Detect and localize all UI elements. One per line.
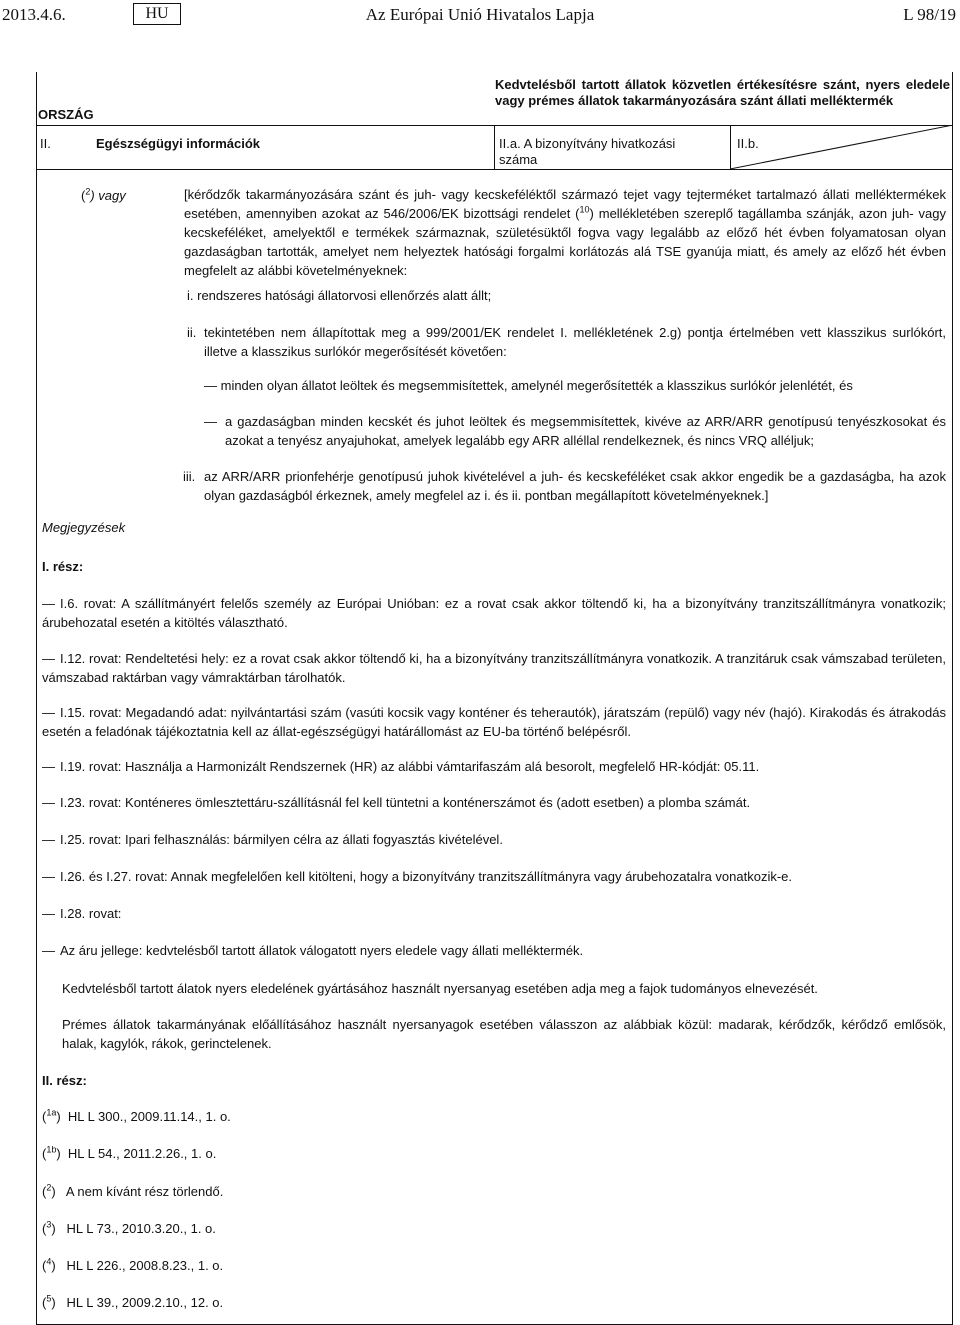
country-label: ORSZÁG [38, 107, 94, 122]
section-title: Egészségügyi információk [96, 136, 260, 151]
journal-title: Az Európai Unió Hivatalos Lapja [365, 5, 595, 24]
requirement-ii: tekintetében nem állapítottak meg a 999/2001/EK rendelet I. mellékletének 2.g) pontja értelmében vett klasszikus surlókórt, illetve a klasszikus surlókór megerősítését követően: [204, 325, 946, 359]
note-i12: — I.12. rovat: Rendeltetési hely: ez a rovat csak akkor töltendő ki, ha a bizonyítvány tranzitszállítmányra vonatkozik. A tranzitáruk csak vámszabad területen, vámszabad raktárban vagy vámraktárban tárolhatók. [42, 651, 946, 685]
note-i19: — I.19. rovat: Használja a Harmonizált Rendszernek (HR) az alábbi vámtarifaszám alá besorolt, megfelelő HR-kódját: 05.11. [42, 759, 760, 774]
requirement-ii-dash-2: a gazdaságban minden kecskét és juhot leöltek és megsemmisítettek, kivéve az ARR/ARR genotípusú tenyészkosokat és azokat a tenyész anyajuhokat, amelyek legalább egy ARR alléllal rendelkeznek, és nincs VRQ alléljuk; [225, 414, 946, 448]
note-fur-animal-feed: Prémes állatok takarmányának előállításához használt nyersanyagok esetében válasszon az alábbiak közül: madarak, kérődzők, kérődző emlősök, halak, kagylók, rákok, gerinctelenek. [62, 1017, 946, 1051]
column-divider [494, 125, 495, 169]
reference-number-label: II.a. A bizonyítvány hivatkozási száma [499, 136, 676, 167]
note-i23: — I.23. rovat: Konténeres ömlesztettáru-szállításnál fel kell tüntetni a konténerszámot és (adott esetben) a plomba számát. [42, 795, 751, 810]
footnote-3: ($^3$) HL L 73., 2010.3.20., 1. o. [42, 1219, 216, 1236]
page-reference: L 98/19 [903, 5, 956, 24]
footnote-2: ($^2$) A nem kívánt rész törlendő. [42, 1182, 224, 1199]
note-i6: — I.6. rovat: A szállítmányért felelős személy az Európai Unióban: ez a rovat csak akkor töltendő ki, ha a bizonyítvány tranzitszállítmányra vonatkozik; árubehozatal esetén a kitöltés választható. [42, 596, 946, 630]
footnote-4: ($^4$) HL L 226., 2008.8.23., 1. o. [42, 1256, 224, 1273]
notes-heading: Megjegyzések [42, 520, 126, 535]
section-number: II. [40, 136, 51, 151]
requirement-ii-dash-1: — minden olyan állatot leöltek és megsemmisítettek, amelynél megerősítették a klasszikus surlókór jelenlétét, és [204, 378, 853, 393]
note-i28: — I.28. rovat: [42, 906, 122, 921]
requirement-ii-number: ii. [187, 325, 197, 340]
publication-date: 2013.4.6. [2, 5, 66, 24]
running-header [0, 3, 960, 27]
note-raw-food-species: Kedvtelésből tartott álatok nyers eledelének gyártásához használt nyersanyag esetében adja meg a fajok tudományos elnevezését. [62, 981, 818, 996]
requirement-i: i. rendszeres hatósági állatorvosi ellenőrzés alatt állt; [187, 288, 492, 303]
footnote-1a: ($^{1a}$) HL L 300., 2009.11.14., 1. o. [42, 1107, 231, 1124]
note-i25: — I.25. rovat: Ipari felhasználás: bármilyen célra az állati fogyasztás kivételével. [42, 832, 503, 847]
footnote-1b: ($^{1b}$) HL L 54., 2011.2.26., 1. o. [42, 1144, 217, 1161]
footnote-5: ($^5$) HL L 39., 2009.2.10., 12. o. [42, 1293, 224, 1310]
crossed-out-field [730, 125, 953, 169]
section-divider [36, 169, 953, 170]
note-i15: — I.15. rovat: Megadandó adat: nyilvántartási szám (vasúti kocsik vagy konténer és teherautók), járatszám (repülő) vagy név (hajó). Kirakodás és átrakodás esetén a feladónak tájékoztatnia kell az állat-egészségügyi határállomást az EU-ba történő belépésről. [42, 705, 946, 739]
certificate-title: Kedvtelésből tartott állatok közvetlen értékesítésre szánt, nyers eledele vagy prémes állatok takarmányozására szánt állati melléktermék [495, 77, 950, 108]
part-2-heading: II. rész: [42, 1073, 87, 1088]
vagy-marker: ($^2$) vagy [81, 186, 126, 203]
reference-b-label: II.b. [737, 136, 759, 151]
dash-marker: — [204, 414, 217, 429]
note-i26-i27: — I.26. és I.27. rovat: Annak megfelelően kell kitölteni, hogy a bizonyítvány tranzitszállítmányra vagy árubehozatalra vonatkozik-e. [42, 869, 793, 884]
vagy-intro-paragraph: [kérődzők takarmányozására szánt és juh- vagy kecskeféléktől származó tejet vagy tejterméket tartalmazó állati melléktermékek esetében, amennyiben azokat az 546/2006/EK bizottsági rendelet ($^{10}$) mellékletében szereplő tagállamba szánják, azon juh- vagy kecskeféléket, amelyektől e termékek származnak, születésüktől fogva vagy legalább az előző hét évben folyamatosan olyan gazdaságban tartották, amelyet nem helyeztek hatósági forgalmi korlátozás alá TSE gyanúja miatt, és amely az előző hét évben megfelelt az alábbi követelményeknek: [184, 187, 946, 278]
note-goods-nature: — Az áru jellege: kedvtelésből tartott állatok válogatott nyers eledele vagy állati melléktermék. [42, 943, 584, 958]
requirement-iii-number: iii. [183, 469, 196, 484]
part-1-heading: I. rész: [42, 559, 84, 574]
requirement-iii: az ARR/ARR prionfehérje genotípusú juhok kivételével a juh- és kecskeféléket csak akkor engedik be a gazdaságba, ha azok olyan gazdaságból érkeznek, amely megfelel az i. és ii. pontban megállapított követelményeknek.] [204, 469, 946, 503]
language-badge: HU [133, 3, 181, 25]
